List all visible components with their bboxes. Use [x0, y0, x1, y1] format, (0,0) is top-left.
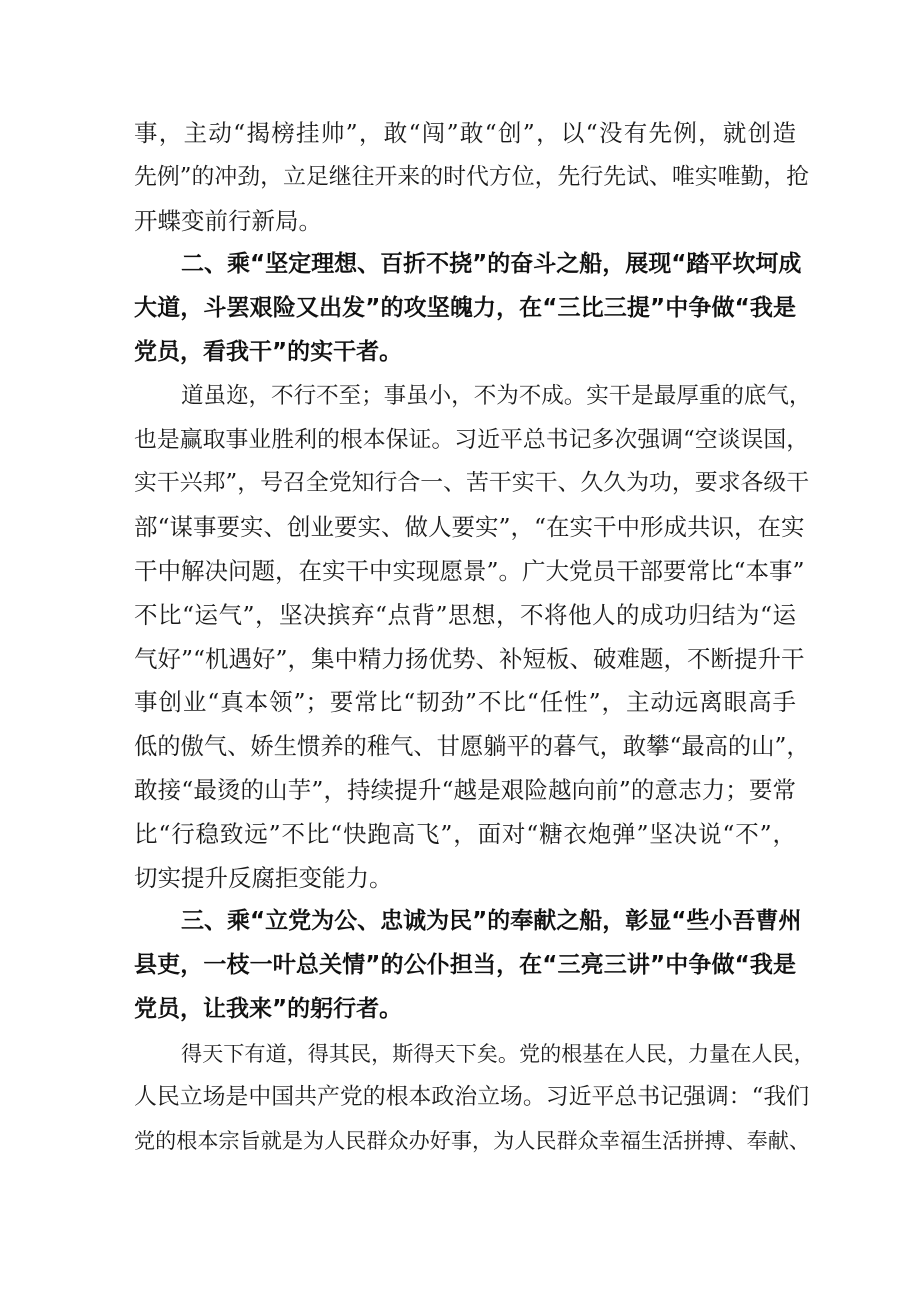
text-line: 低的傲气、娇生惯养的稚气、甘愿躺平的暮气，敢攀“最高的山”， — [134, 733, 810, 761]
heading-line: 党员，让我来”的躬行者。 — [134, 995, 403, 1022]
text-line: 先例”的冲劲，立足继往开来的时代方位，先行先试、唯实唯勤，抢 — [134, 163, 810, 190]
text-line: 不比“运气”，坚决摈弃“点背”思想，不将他人的成功归结为“运 — [134, 600, 796, 629]
heading-line: 县吏，一枝一叶总关情”的公仆担当，在“三亮三讲”中争做“我是 — [134, 952, 796, 979]
heading-line: 大道，斗罢艰险又出发”的攻坚魄力，在“三比三提”中争做“我是 — [134, 295, 796, 322]
text-line: 敢接“最烫的山芋”，持续提升“越是艰险越向前”的意志力；要常 — [134, 775, 796, 804]
text-line: 事，主动“揭榜挂帅”，敢“闯”敢“创”，以“没有先例，就创造 — [134, 119, 796, 147]
text-line: 事创业“真本领”；要常比“韧劲”不比“任性”，主动远离眼高手 — [134, 688, 796, 717]
text-line: 气好”“机遇好”，集中精力扬优势、补短板、破难题，不断提升干 — [134, 644, 805, 673]
text-line: 干中解决问题，在实干中实现愿景”。广大党员干部要常比“本事” — [134, 556, 805, 585]
section-heading-2 — [134, 243, 802, 374]
text-line: 道虽迩，不行不至；事虽小，不为不成。实干是最厚重的底气， — [181, 382, 812, 409]
section-paragraph-2 — [134, 375, 812, 901]
text-line: 也是赢取事业胜利的根本保证。习近平总书记多次强调“空谈误国， — [134, 426, 810, 453]
document-body — [134, 112, 815, 1163]
text-line: 开蝶变前行新局。 — [134, 206, 322, 235]
section-paragraph-3 — [134, 1032, 815, 1163]
section-heading-3 — [134, 900, 802, 1031]
text-line: 部“谋事要实、创业要实、做人要实”，“在实干中形成共识，在实 — [134, 513, 805, 542]
text-line: 切实提升反腐拒变能力。 — [134, 863, 393, 892]
heading-line: 二、乘“坚定理想、百折不挠”的奋斗之船，展现“踏平坎坷成 — [181, 251, 802, 278]
continuation-paragraph — [134, 112, 810, 243]
text-line: 得天下有道，得其民，斯得天下矣。党的根基在人民，力量在人民， — [181, 1040, 815, 1066]
text-line: 人民立场是中国共产党的根本政治立场。习近平总书记强调：“我们 — [134, 1083, 810, 1110]
text-line: 党的根本宗旨就是为人民群众办好事，为人民群众幸福生活拼搏、奉献、 — [134, 1128, 811, 1154]
heading-line: 党员，看我干”的实干者。 — [134, 338, 403, 365]
heading-line: 三、乘“立党为公、忠诚为民”的奉献之船，彰显“些小吾曹州 — [181, 908, 802, 935]
text-line: 实干兴邦”，号召全党知行合一、苦干实干、久久为功，要求各级干 — [134, 470, 810, 497]
text-line: 比“行稳致远”不比“快跑高飞”，面对“糖衣炮弹”坚决说“不”， — [134, 819, 796, 848]
